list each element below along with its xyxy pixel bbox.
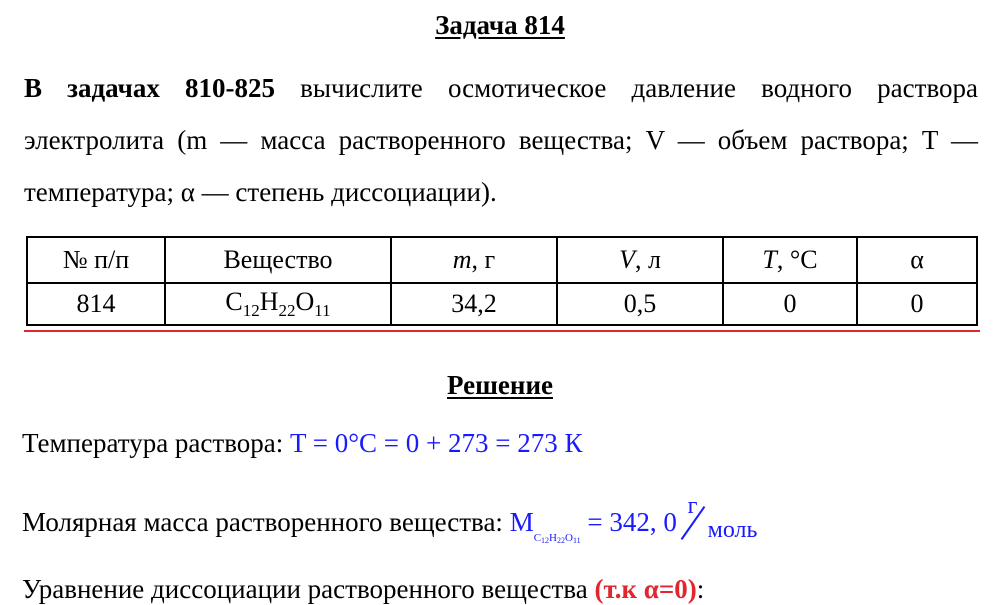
header-substance: Вещество: [165, 237, 391, 283]
header-mass: m, г: [391, 237, 557, 283]
header-num: № п/п: [27, 237, 165, 283]
task-range: В задачах 810-825: [24, 73, 275, 103]
task-statement: [24, 62, 978, 218]
task-title: Задача 814: [435, 10, 565, 40]
temperature-formula: T = 0°С = 0 + 273 = 273 К: [290, 428, 583, 458]
table-header-row: [27, 237, 977, 283]
header-alpha: α: [857, 237, 977, 283]
task-text: вычислите осмотическое давление водного раствора электролита (m — масса растворенного вещества; V — объем раствора; T — температура; α — степень диссоциации).: [24, 73, 979, 207]
molar-mass-formula: $M_{C_{12}H_{22}O_{11}} = 342$, 0 г моль: [509, 493, 758, 545]
cell-temperature: 0: [723, 283, 857, 325]
cell-num: 814: [27, 283, 165, 325]
dissociation-line: Уравнение диссоциации растворенного вещества (т.к α=0):: [22, 574, 705, 604]
dissociation-label: Уравнение диссоциации растворенного вещества: [22, 574, 595, 604]
dissociation-note: (т.к α=0): [594, 574, 697, 604]
cell-mass: 34,2: [391, 283, 557, 325]
unit-fraction: г моль: [684, 503, 754, 543]
header-temperature: T, °С: [723, 237, 857, 283]
data-table: [26, 236, 978, 326]
temperature-line: [22, 428, 582, 459]
solution-title: Решение: [447, 370, 553, 400]
cell-volume: 0,5: [557, 283, 723, 325]
table-row: [27, 283, 977, 325]
molar-mass-line: [22, 493, 758, 545]
header-volume: V, л: [557, 237, 723, 283]
red-underline: [24, 330, 980, 332]
cell-alpha: 0: [857, 283, 977, 325]
temperature-label: Температура раствора:: [22, 428, 290, 458]
cell-substance: $C_{12}H_{22}O_{11}$: [165, 283, 391, 325]
molar-mass-label: Молярная масса растворенного вещества:: [22, 507, 510, 537]
